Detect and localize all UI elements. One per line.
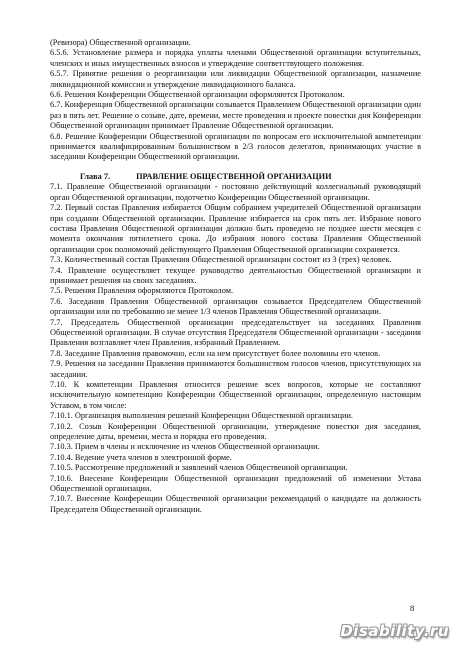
paragraph: 7.8. Заседание Правления правомочно, если на нем присутствует более половины его членов. — [50, 348, 381, 358]
paragraph: 7.3. Количественный состав Правления Общественной организации состоит из 3 (трех) человек. — [50, 255, 392, 265]
paragraph: 7.4. Правление осуществляет текущее руководство деятельностью Общественной организации и принимает решения на своих заседаниях. — [50, 265, 421, 285]
paragraph: 7.9. Решения на заседании Правления принимаются большинством голосов членов, присутствующих на заседании. — [50, 359, 421, 379]
paragraph: 7.2. Первый состав Правления избирается Общим собранием учредителей Общественной организации при создании Общественной организации. Правление избирается на срок пять лет. Избрание нового состава Правления Общественной организации должно быть проведено не позднее шести месяцев с момента окончания пятилетнего срока. До избрания нового состава Правления Общественной организации срок полномочий действующего Правления Общественной организации сохраняется. — [50, 203, 421, 254]
paragraph: 7.10.7. Внесение Конференции Общественной организации рекомендаций о кандидате на должность Председателя Общественной организации. — [50, 494, 421, 514]
section-6-text — [50, 38, 421, 163]
paragraph: 6.5.7. Принятие решения о реорганизации или ликвидации Общественной организации, назначение ликвидационной комиссии и утверждение ликвидационного баланса. — [50, 69, 421, 89]
page-number: 8 — [410, 603, 415, 613]
paragraph: 7.10.3. Прием в члены и исключение из членов Общественной организации. — [50, 442, 320, 452]
paragraph: 7.10.4. Ведение учета членов в электронной форме. — [50, 452, 232, 462]
paragraph: 7.10.5. Рассмотрение предложений и заявлений членов Общественной организации. — [50, 463, 348, 473]
chapter-title: ПРАВЛЕНИЕ ОБЩЕСТВЕННОЙ ОРГАНИЗАЦИИ — [136, 171, 332, 181]
watermark-logo: Disability.ru — [340, 622, 449, 640]
paragraph: 7.7. Председатель Общественной организации председательствует на заседаниях Правления Общественной организации. В случае отсутствия Председателя Общественной организации - заседания Правления возглавляет член Правления, избранный Правлением. — [50, 317, 421, 348]
paragraph: 6.8. Решение Конференции Общественной организации по вопросам его исключительной компетенции принимается квалифицированным большинством в 2/3 голосов делегатов, принимающих участие в заседании Конференции Общественной организации. — [50, 131, 421, 162]
chapter-heading — [80, 172, 421, 182]
section-7-text — [50, 182, 421, 515]
paragraph: 7.5. Решения Правления оформляются Протоколом. — [50, 286, 234, 296]
paragraph: 6.5.6. Установление размера и порядка уплаты членами Общественной организации вступительных, членских и иных имущественных взносов и утверждение соответствующего положения. — [50, 48, 421, 68]
paragraph: 7.10.2. Созыв Конференции Общественной организации, утверждение повестки дня заседания, определение даты, времени, места и порядка его проведения. — [50, 421, 421, 442]
paragraph: 7.1. Правление Общественной организации - постоянно действующий коллегиальный руководящий орган Общественной организации, подотчетно Конференции Общественной организации. — [50, 182, 421, 202]
paragraph: 7.6. Заседания Правления Общественной организации созывается Председателем Общественной организации или по требованию не менее 1/3 членов Правления Общественной организации. — [50, 296, 421, 317]
paragraph: 7.10. К компетенции Правления относится решение всех вопросов, которые не составляют исключительную компетенцию Конференции Общественной организации, определенную настоящим Уставом, в том числе: — [50, 380, 421, 410]
paragraph: (Ревизора) Общественной организации. — [50, 38, 191, 47]
paragraph: 7.10.1. Организация выполнения решений Конференции Общественной организации. — [50, 411, 353, 421]
paragraph: 7.10.6. Внесение Конференции Общественной организации предложений об изменении Устава Общественной организации. — [50, 473, 421, 494]
paragraph: 6.6. Решения Конференции Общественной организации оформляются Протоколом. — [50, 90, 345, 100]
chapter-number: Глава 7. — [80, 171, 111, 181]
paragraph: 6.7. Конференция Общественной организации созывается Правлением Общественной организации один раз в пять лет. Решение о созыве, дате, времени, месте проведения и проекте повестки дня Конференции Общественной организации принимает Правление Общественной организации. — [50, 100, 421, 131]
